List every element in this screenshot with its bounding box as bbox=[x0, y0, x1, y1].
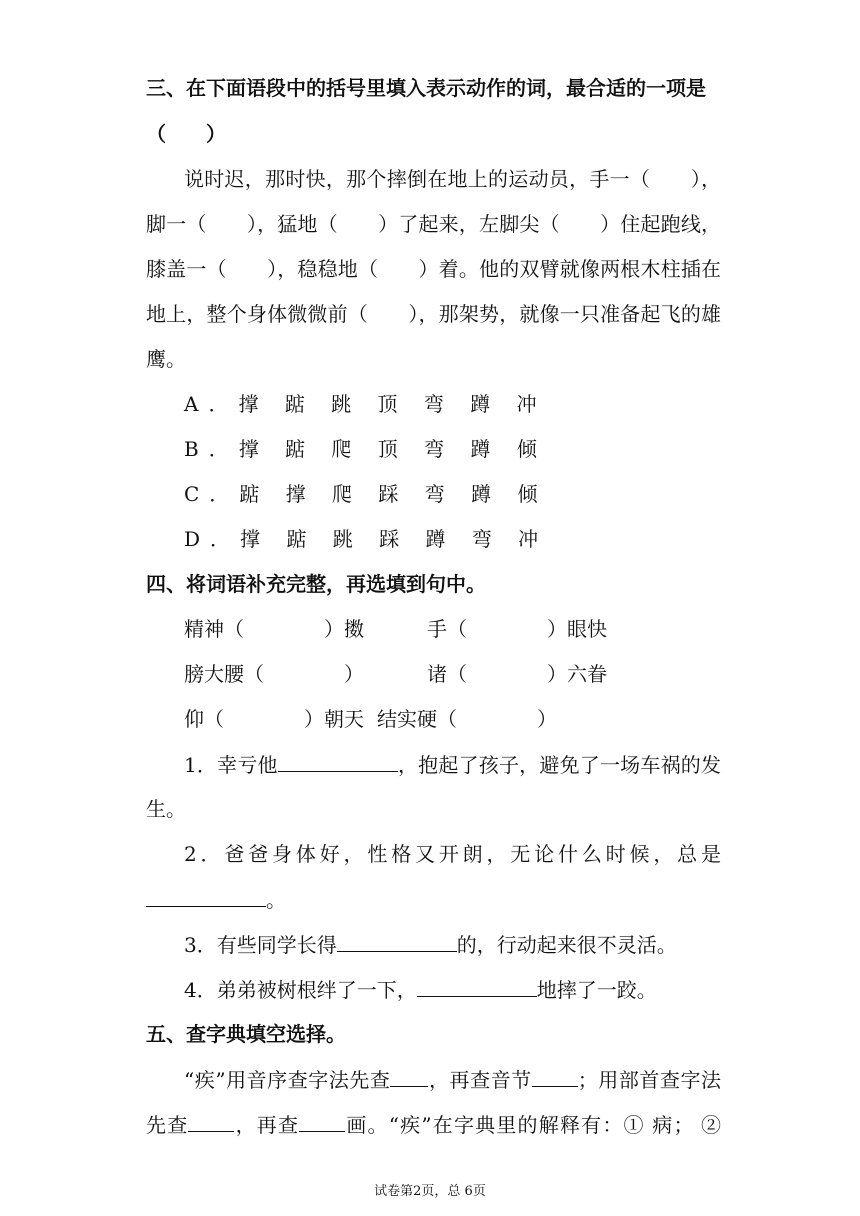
q5-line-1 bbox=[184, 1066, 721, 1093]
q5-l2-b: ，再查 bbox=[234, 1113, 300, 1137]
q4-word-2: 手（ ）眼快 bbox=[427, 617, 607, 641]
q4-s1-end: ，抱起了孩子，避免了一场车祸的发 bbox=[397, 753, 721, 777]
q4-sentence-2-cont bbox=[146, 886, 721, 913]
page-footer: 试卷第2页，总 6页 bbox=[374, 1184, 486, 1199]
q5-l1-blank-2[interactable] bbox=[532, 1066, 578, 1087]
q3-para-line-1: 说时迟，那时快，那个摔倒在地上的运动员，手一（ ）， bbox=[184, 167, 721, 191]
q4-sentence-2: 2．爸爸身体好，性格又开朗，无论什么时候，总是 bbox=[184, 842, 721, 866]
q5-l2-a: 先查 bbox=[146, 1113, 189, 1137]
q3-answer-paren: （ ） bbox=[146, 122, 226, 146]
q4-word-4: 诸（ ）六眷 bbox=[427, 662, 607, 686]
q4-sentence-1 bbox=[184, 751, 721, 778]
q4-s4-end: 地摔了一跤。 bbox=[536, 978, 657, 1002]
q4-s2-end: 。 bbox=[266, 888, 286, 912]
q3-para-line-4: 地上，整个身体微微前（ ），那架势，就像一只准备起飞的雄 bbox=[146, 302, 721, 326]
q4-word-1: 精神（ ）擞 bbox=[184, 617, 364, 641]
q4-s3-blank[interactable] bbox=[337, 931, 457, 952]
q5-l2-c: 画。“疾”在字典里的解释有：① 病； ② bbox=[345, 1113, 722, 1137]
q3-option-c: C．踮 撑 爬 踩 弯 蹲 倾 bbox=[184, 482, 548, 506]
q4-s1-start: 1．幸亏他 bbox=[184, 753, 278, 777]
q4-sentence-3 bbox=[184, 931, 721, 958]
q4-s1-blank[interactable] bbox=[278, 751, 398, 772]
q4-title: 四、将词语补充完整，再选填到句中。 bbox=[146, 572, 486, 596]
q5-line-2 bbox=[146, 1111, 721, 1138]
q5-title: 五、查字典填空选择。 bbox=[146, 1022, 346, 1046]
q3-option-b: B．撑 踮 爬 顶 弯 蹲 倾 bbox=[184, 437, 547, 461]
q3-para-line-5: 鹰。 bbox=[146, 347, 186, 371]
q4-s3-end: 的，行动起来很不灵活。 bbox=[456, 933, 677, 957]
q4-word-5: 仰（ ）朝天 bbox=[184, 707, 364, 731]
q4-word-6: 结实硬（ ） bbox=[377, 707, 557, 731]
q4-sentence-1-cont: 生。 bbox=[146, 797, 186, 821]
q5-l2-blank-1[interactable] bbox=[188, 1111, 234, 1132]
q3-title: 三、在下面语段中的括号里填入表示动作的词，最合适的一项是 bbox=[146, 76, 706, 100]
q4-s4-start: 4．弟弟被树根绊了一下， bbox=[184, 978, 417, 1002]
q3-para-line-3: 膝盖一（ ），稳稳地（ ）着。他的双臂就像两根木柱插在 bbox=[146, 257, 721, 281]
q3-option-a: A．撑 踮 跳 顶 弯 蹲 冲 bbox=[184, 392, 547, 416]
q4-s2-blank[interactable] bbox=[146, 886, 266, 907]
q5-l2-blank-2[interactable] bbox=[299, 1111, 345, 1132]
q4-sentence-4 bbox=[184, 976, 721, 1003]
q5-l1-blank-1[interactable] bbox=[390, 1066, 428, 1087]
q4-s4-blank[interactable] bbox=[417, 976, 537, 997]
q4-s3-start: 3．有些同学长得 bbox=[184, 933, 337, 957]
q5-l1-c: ；用部首查字法 bbox=[577, 1068, 722, 1092]
q3-para-line-2: 脚一（ ），猛地（ ）了起来，左脚尖（ ）住起跑线， bbox=[146, 212, 721, 236]
q5-l1-a: “疾”用音序查字法先查 bbox=[184, 1068, 391, 1092]
q5-l1-b: ，再查音节 bbox=[428, 1068, 532, 1092]
q3-option-d: D．撑 踮 跳 踩 蹲 弯 冲 bbox=[184, 527, 549, 551]
q4-word-3: 膀大腰（ ） bbox=[184, 662, 364, 686]
